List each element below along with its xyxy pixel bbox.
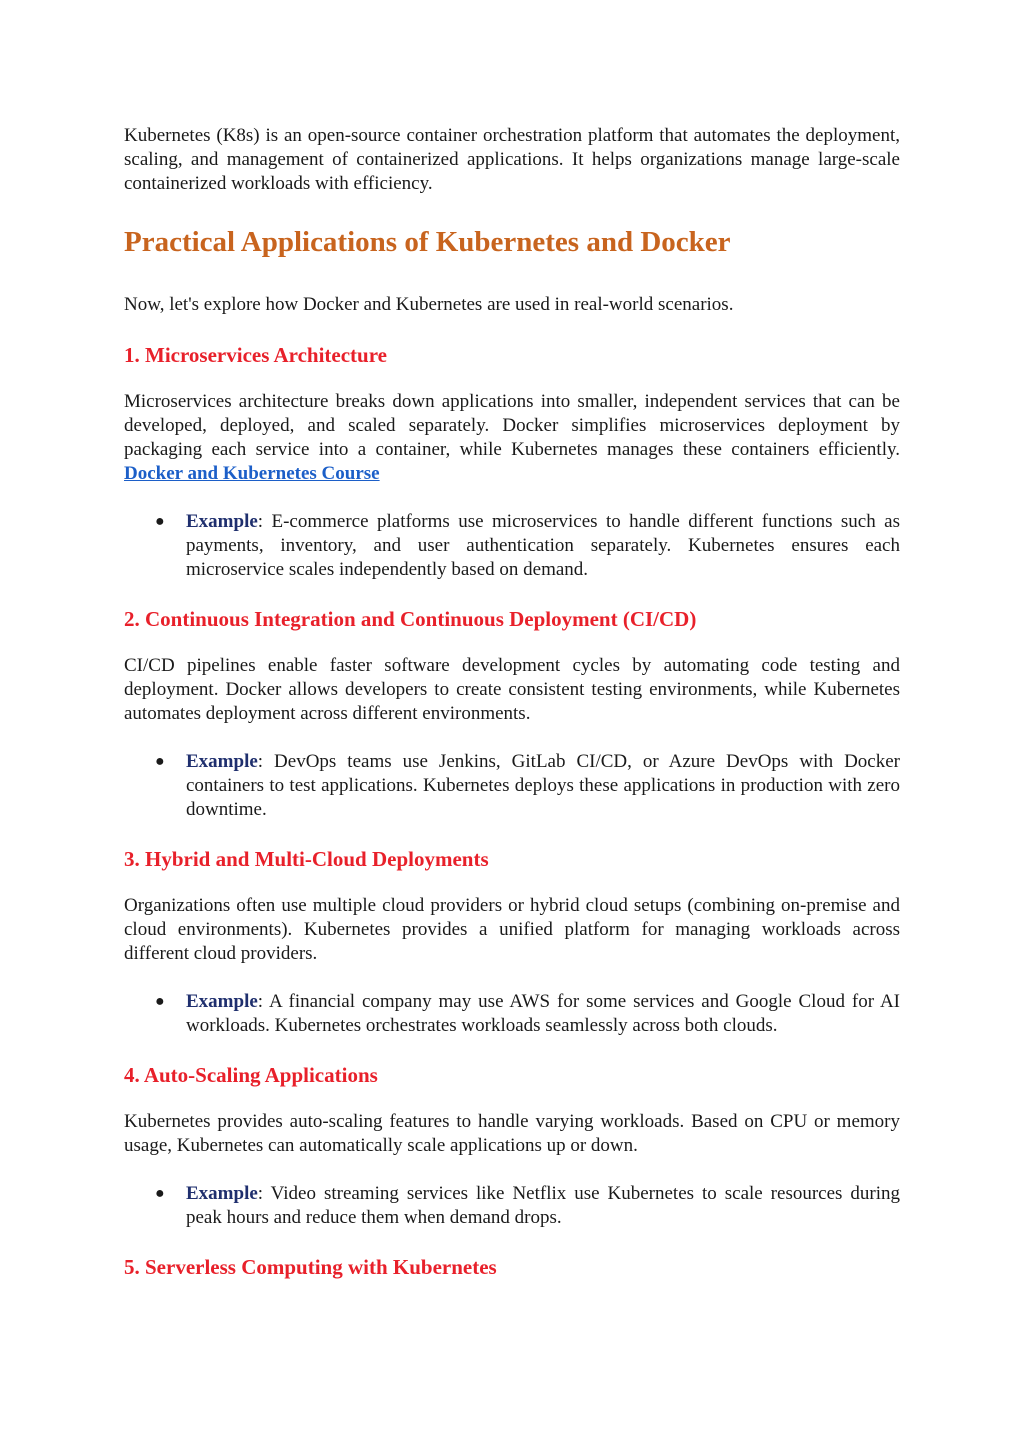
section-heading: 3. Hybrid and Multi-Cloud Deployments [124, 847, 489, 871]
main-heading: Practical Applications of Kubernetes and Docker [124, 226, 731, 258]
example-label: Example [186, 751, 258, 772]
section-heading: 5. Serverless Computing with Kubernetes [124, 1255, 497, 1279]
course-link[interactable]: Docker and Kubernetes Course [124, 463, 380, 484]
example-label: Example [186, 511, 258, 532]
example-list [124, 750, 900, 822]
list-item [124, 990, 900, 1038]
section-microservices [124, 342, 900, 582]
lead-paragraph: Now, let's explore how Docker and Kubernetes are used in real-world scenarios. [124, 294, 734, 315]
section-body: CI/CD pipelines enable faster software development cycles by automating code testing and deployment. Docker allows developers to create consistent testing environments, while Kubernetes automates deployment across different environments. [124, 655, 900, 724]
section-heading: 4. Auto-Scaling Applications [124, 1063, 378, 1087]
section-serverless [124, 1254, 900, 1280]
bullet-icon: ● [155, 753, 165, 770]
section-auto-scaling [124, 1062, 900, 1230]
section-body: Organizations often use multiple cloud providers or hybrid cloud setups (combining on-premise and cloud environments). Kubernetes provides a unified platform for managing workloads across different cloud providers. [124, 895, 900, 964]
section-hybrid-cloud [124, 846, 900, 1038]
document-page [124, 124, 900, 1280]
example-list [124, 990, 900, 1038]
section-body [124, 390, 900, 486]
section-body: Kubernetes provides auto-scaling features to handle varying workloads. Based on CPU or memory usage, Kubernetes can automatically scale applications up or down. [124, 1111, 900, 1156]
list-item [124, 510, 900, 582]
example-list [124, 1182, 900, 1230]
list-item [124, 1182, 900, 1230]
bullet-icon: ● [155, 993, 165, 1010]
example-text: : A financial company may use AWS for some services and Google Cloud for AI workloads. Kubernetes orchestrates workloads seamlessly across both clouds. [186, 991, 900, 1036]
example-text: : DevOps teams use Jenkins, GitLab CI/CD, or Azure DevOps with Docker containers to test applications. Kubernetes deploys these applications in production with zero downtime. [186, 751, 900, 820]
section-heading: 2. Continuous Integration and Continuous Deployment (CI/CD) [124, 607, 697, 631]
section-heading: 1. Microservices Architecture [124, 343, 387, 367]
example-text: : E-commerce platforms use microservices to handle different functions such as payments, inventory, and user authentication separately. Kubernetes ensures each microservice scales independently based on demand. [186, 511, 900, 580]
list-item [124, 750, 900, 822]
bullet-icon: ● [155, 1185, 165, 1202]
example-label: Example [186, 1183, 258, 1204]
example-label: Example [186, 991, 258, 1012]
section-body-text: Microservices architecture breaks down applications into smaller, independent services that can be developed, deployed, and scaled separately. Docker simplifies microservices deployment by packaging each service into a container, while Kubernetes manages these containers efficiently. [124, 391, 900, 460]
section-ci-cd [124, 606, 900, 822]
example-list [124, 510, 900, 582]
intro-paragraph: Kubernetes (K8s) is an open-source container orchestration platform that automates the deployment, scaling, and management of containerized applications. It helps organizations manage large-scale containerized workloads with efficiency. [124, 125, 900, 194]
bullet-icon: ● [155, 513, 165, 530]
example-text: : Video streaming services like Netflix use Kubernetes to scale resources during peak hours and reduce them when demand drops. [186, 1183, 900, 1228]
